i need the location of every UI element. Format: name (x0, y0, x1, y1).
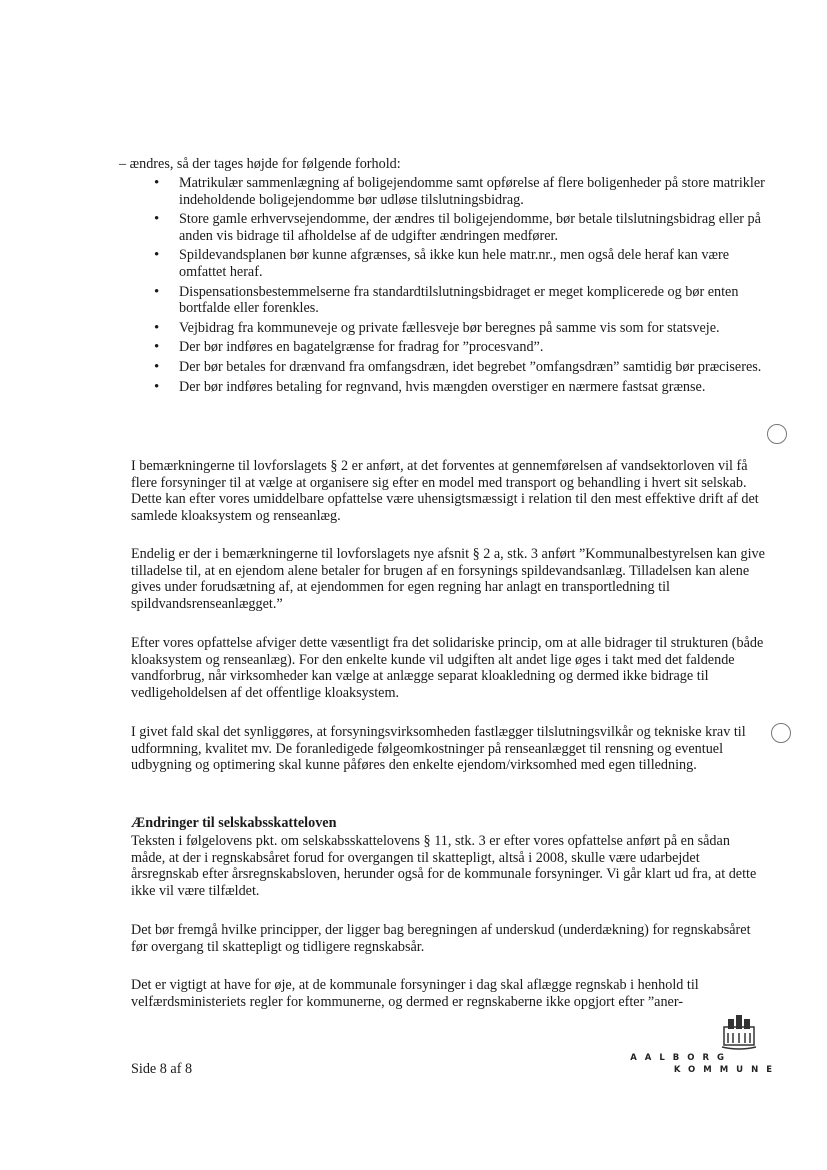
list-item: • Spildevandsplanen bør kunne afgrænses, så ikke kun hele matr.nr., men også dele heraf kan være omfattet heraf. (132, 247, 772, 280)
paragraph: Teksten i følgelovens pkt. om selskabsskattelovens § 11, stk. 3 er efter vores opfattelse anført på en sådan måde, at der i regnskabsåret forud for overgangen til skattepligt, altså i 2008, skulle være udarbejdet årsregnskab efter årsregnskabsloven, herunder også for de kommunale forsyninger. Vi går klart ud fra, at dette ikke vil være tilfældet. (131, 833, 757, 899)
list-item: • Matrikulær sammenlægning af boligejendomme samt opførelse af flere boligenheder på store matrikler indeholdende boligejendomme bør udløse tilslutningsbidrag. (132, 175, 772, 208)
paragraph: Det bør fremgå hvilke principper, der ligger bag beregningen af underskud (underdækning) for regnskabsåret før overgang til skattepligt og tidligere regnskabsår. (131, 922, 751, 955)
logo-text-line1: AALBORG (630, 1053, 732, 1063)
list-item: • Der bør indføres en bagatelgrænse for fradrag for ”procesvand”. (132, 339, 772, 356)
list-item: • Store gamle erhvervsejendomme, der ændres til boligejendomme, bør betale tilslutningsbidrag eller på anden vis bidrage til afholdelse af de udgifter ændringen medfører. (132, 211, 772, 244)
paragraph: I bemærkningerne til lovforslagets § 2 er anført, at det forventes at gennemførelsen af vandsektorloven vil få flere forsyninger til at vælge at organisere sig efter en model med transport og behandling i hvert sit selskab. Dette kan efter vores umiddelbare opfattelse være uhensigtsmæssigt i relation til den mest effektive drift af det samlede kloaksystem og renseanlæg. (131, 458, 759, 524)
section-heading: Ændringer til selskabsskatteloven (131, 815, 337, 831)
list-item: • Der bør indføres betaling for regnvand, hvis mængden overstiger en nærmere fastsat grænse. (132, 379, 772, 396)
intro-line: – ændres, så der tages højde for følgende forhold: (119, 156, 401, 172)
bullet-list (132, 175, 772, 398)
margin-circle-mark (767, 424, 787, 444)
city-crest-icon (720, 1013, 758, 1051)
page-number: Side 8 af 8 (131, 1061, 193, 1077)
paragraph: Endelig er der i bemærkningerne til lovforslagets nye afsnit § 2 a, stk. 3 anført ”Kommunalbestyrelsen kan give tilladelse til, at en ejendom alene betaler for brugen af en forsynings spildevandsanlæg. Tilladelsen kan alene gives under forudsætning af, at ejendommen for egen regning har anlagt en transportledning til spildvandsrenseanlægget.” (131, 546, 765, 612)
list-item: • Dispensationsbestemmelserne fra standardtilslutningsbidraget er meget komplicerede og bør enten bortfalde eller forenkles. (132, 284, 772, 317)
paragraph: Efter vores opfattelse afviger dette væsentligt fra det solidariske princip, om at alle bidrager til strukturen (både kloaksystem og renseanlæg). For den enkelte kunde vil udgiften alt andet lige øges i takt med det faldende vandforbrug, når virksomheder kan vælge at anlægge separat kloakledning og dermed ikke bidrage til vedligeholdelsen af det offentlige kloaksystem. (131, 635, 764, 701)
aalborg-kommune-logo (630, 1013, 780, 1073)
list-item: • Vejbidrag fra kommuneveje og private fællesveje bør beregnes på samme vis som for statsveje. (132, 320, 772, 337)
paragraph: I givet fald skal det synliggøres, at forsyningsvirksomheden fastlægger tilslutningsvilkår og tekniske krav til udformning, kvalitet mv. De foranledigede følgeomkostninger på renseanlægget til rensning og eventuel udbygning og optimering skal kunne påføres den enkelte ejendom/virksomhed med egen tilledning. (131, 724, 746, 774)
margin-circle-mark (771, 723, 791, 743)
paragraph: Det er vigtigt at have for øje, at de kommunale forsyninger i dag skal aflægge regnskab i henhold til velfærdsministeriets regler for kommunerne, og dermed er regnskaberne ikke opgjort efter ”aner- (131, 977, 699, 1010)
logo-text-line2: KOMMUNE (673, 1065, 780, 1075)
list-item: • Der bør betales for drænvand fra omfangsdræn, idet begrebet ”omfangsdræn” samtidig bør præciseres. (132, 359, 772, 376)
